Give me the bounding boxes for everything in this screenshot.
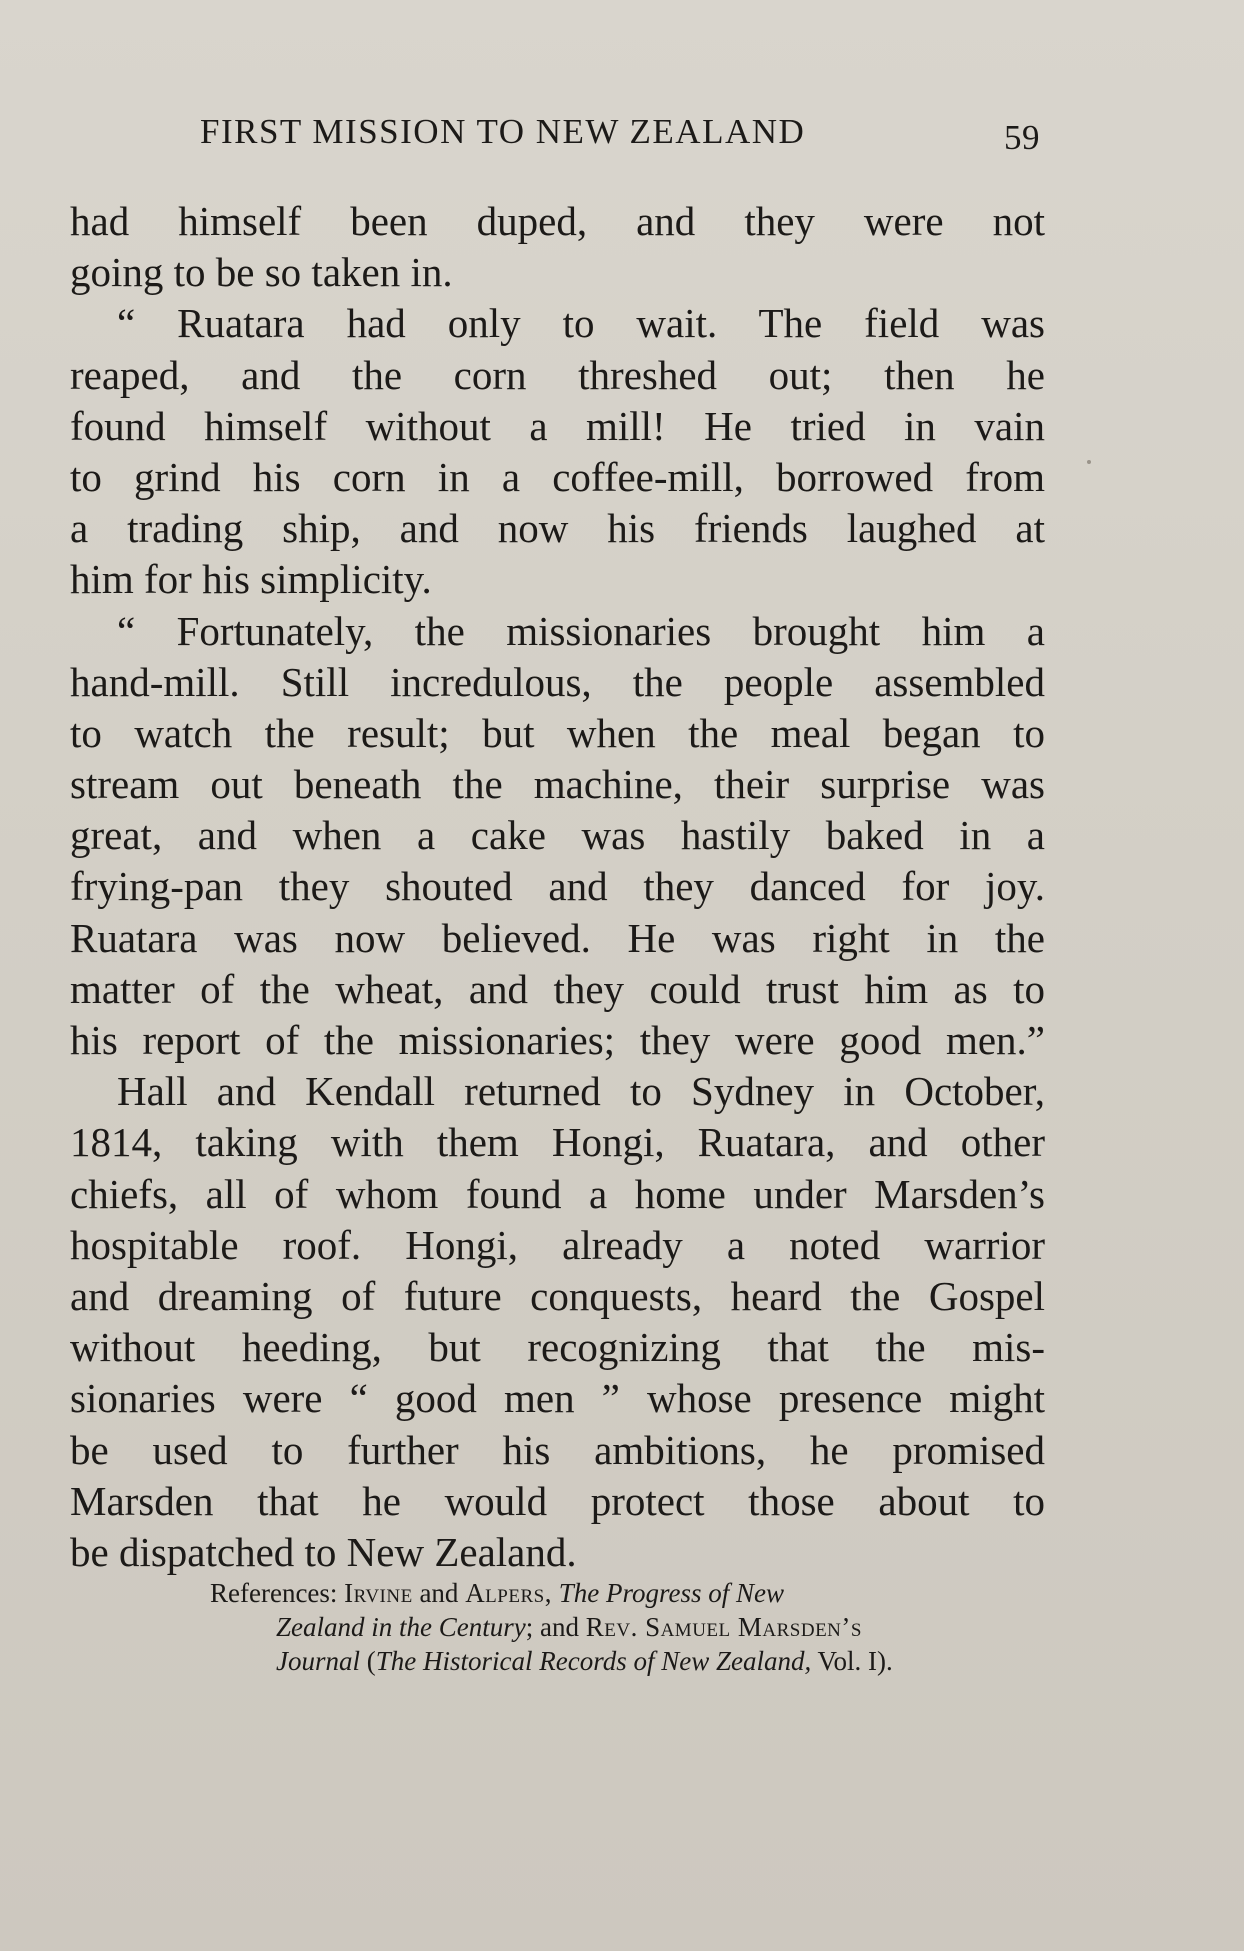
paper-speck (1087, 460, 1091, 464)
author-name: Alpers, (465, 1578, 552, 1608)
volume: Vol. I). (811, 1646, 893, 1676)
text-line: “ Ruatara had only to wait. The field was (117, 300, 1045, 347)
book-title: Journal (276, 1646, 360, 1676)
text-line: be used to further his ambitions, he promised (70, 1426, 1045, 1473)
text-line: frying-pan they shouted and they danced for joy. (70, 863, 1045, 910)
paren-open: ( (360, 1646, 376, 1676)
reference-line (210, 1644, 1050, 1678)
author-name: Rev. Samuel Marsden’s (585, 1612, 862, 1642)
text-line: Hall and Kendall returned to Sydney in October, (117, 1068, 1045, 1115)
running-title: FIRST MISSION TO NEW ZEALAND (200, 112, 806, 151)
body-text (70, 196, 1045, 1578)
text-line: him for his simplicity. (70, 556, 432, 603)
reference-line (210, 1576, 1050, 1610)
text-line: without heeding, but recognizing that the mis- (70, 1324, 1045, 1371)
running-head (200, 112, 1040, 162)
text-line: be dispatched to New Zealand. (70, 1528, 577, 1575)
text-line: hospitable roof. Hongi, already a noted warrior (70, 1221, 1045, 1268)
text-line: found himself without a mill! He tried in vain (70, 402, 1045, 449)
text-line: great, and when a cake was hastily baked in a (70, 812, 1045, 859)
conjunction: and (419, 1578, 459, 1608)
page-number: 59 (1004, 118, 1040, 157)
text-line: and dreaming of future conquests, heard the Gospel (70, 1272, 1045, 1319)
text-line: had himself been duped, and they were not (70, 198, 1045, 244)
reference-line (210, 1610, 1050, 1644)
references-lead: References: (210, 1578, 338, 1608)
text-line: chiefs, all of whom found a home under Marsden’s (70, 1170, 1045, 1217)
text-line: to watch the result; but when the meal began to (70, 709, 1045, 756)
text-line: “ Fortunately, the missionaries brought him a (117, 607, 1045, 654)
text-line: hand-mill. Still incredulous, the people assembled (70, 658, 1045, 705)
text-line: matter of the wheat, and they could trust him as to (70, 965, 1045, 1012)
separator: ; and (525, 1612, 579, 1642)
text-line: his report of the missionaries; they were good men.” (70, 1017, 1045, 1063)
text-line: 1814, taking with them Hongi, Ruatara, and other (70, 1119, 1045, 1166)
book-title: The Historical Records of New Zealand, (375, 1646, 812, 1676)
text-line: reaped, and the corn threshed out; then he (70, 351, 1045, 398)
text-line: going to be so taken in. (70, 249, 453, 296)
book-title: The Progress of New (558, 1578, 784, 1608)
text-line: sionaries were “ good men ” whose presence might (70, 1375, 1045, 1422)
text-line: Marsden that he would protect those about to (70, 1477, 1045, 1524)
text-line: to grind his corn in a coffee-mill, borrowed from (70, 453, 1045, 500)
text-line: stream out beneath the machine, their surprise was (70, 761, 1045, 808)
author-name: Irvine (344, 1578, 413, 1608)
text-line: a trading ship, and now his friends laughed at (70, 505, 1045, 552)
book-title: Zealand in the Century (276, 1612, 526, 1642)
references-note (210, 1576, 1050, 1678)
text-line: Ruatara was now believed. He was right in the (70, 914, 1045, 961)
